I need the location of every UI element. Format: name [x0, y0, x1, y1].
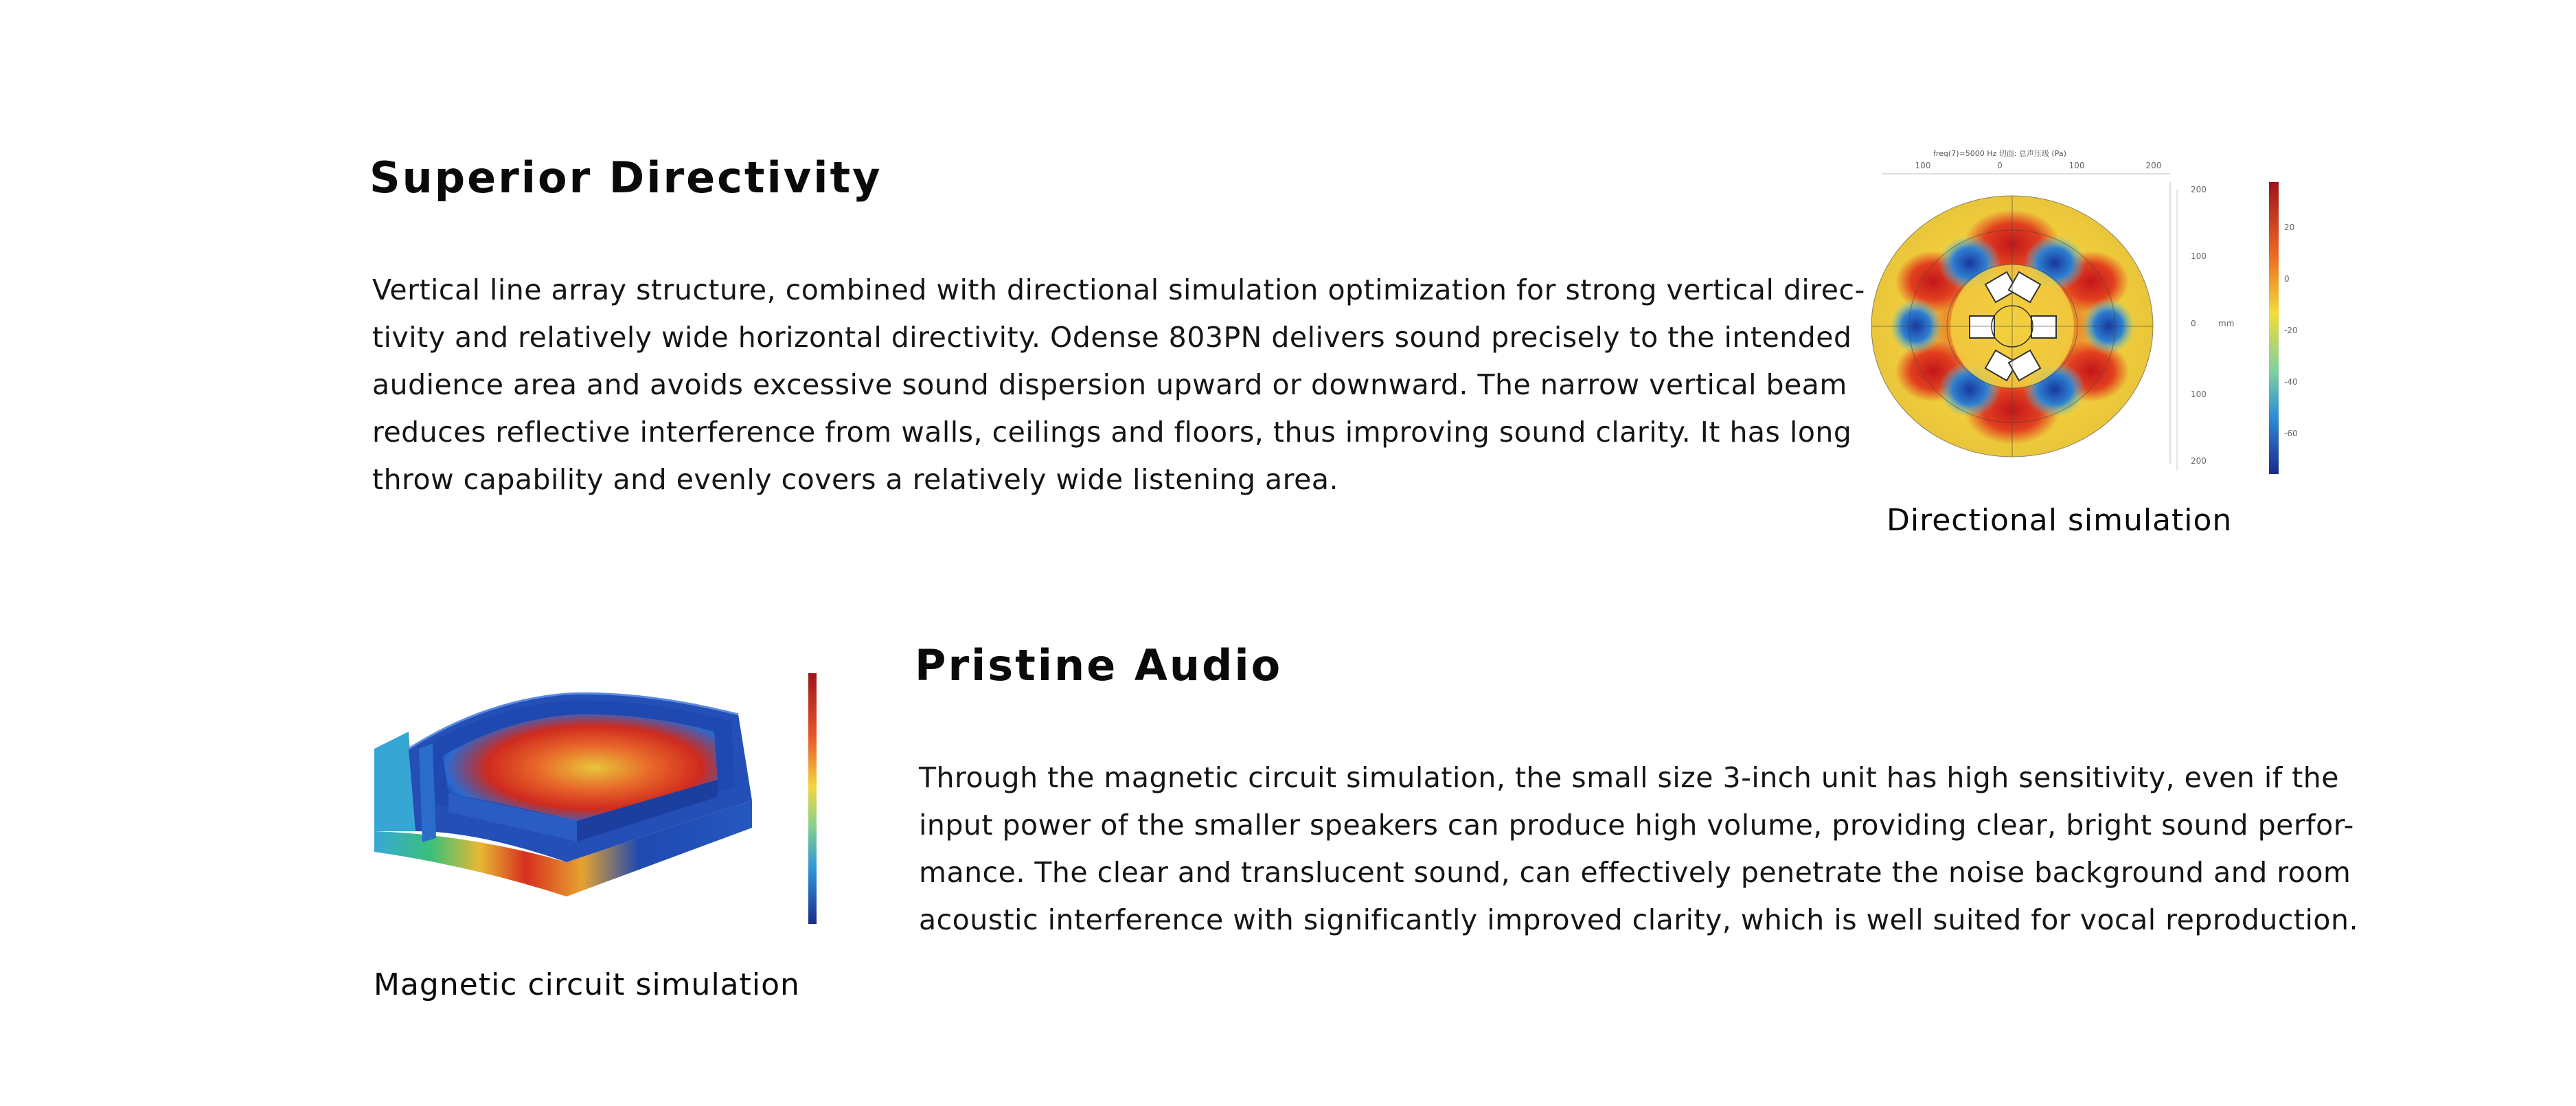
- paragraph-line: Vertical line array structure, combined with directional simulation optimization for strong vertical direc-: [372, 273, 1865, 306]
- paragraph-line: mance. The clear and translucent sound, can effectively penetrate the noise background and room: [919, 856, 2351, 889]
- top-tick-label: 100: [1915, 161, 1931, 170]
- paragraph-line: reduces reflective interference from walls, ceilings and floors, thus improving sound clarity. It has long: [372, 416, 1852, 449]
- right-axis-unit: mm: [2218, 319, 2235, 328]
- plot-title: freq(7)=5000 Hz 切面: 总声压级 (Pa): [1933, 149, 2066, 158]
- right-tick-label: 100: [2191, 390, 2207, 399]
- paragraph-line: audience area and avoids excessive sound dispersion upward or downward. The narrow vertical beam: [372, 368, 1847, 401]
- directivity-heatmap: [1871, 196, 2153, 457]
- colorbar-tick-label: -40: [2284, 377, 2298, 387]
- paragraph-line: throw capability and evenly covers a relatively wide listening area.: [372, 463, 1338, 496]
- colorbar-tick-label: -20: [2284, 326, 2298, 335]
- directivity-colorbar: [2269, 182, 2298, 474]
- colorbar-tick-label: 20: [2284, 223, 2295, 232]
- pristine-audio-paragraph: [919, 754, 2358, 944]
- magnetic-circuit-simulation-image: [367, 666, 828, 927]
- superior-directivity-paragraph: [372, 267, 1865, 504]
- directional-simulation-caption: Directional simulation: [1887, 503, 2233, 538]
- right-tick-label: 0: [2191, 319, 2196, 328]
- magnetic-circuit-model: [367, 666, 828, 927]
- section-title-pristine-audio: Pristine Audio: [915, 640, 1283, 690]
- colorbar-tick-label: -60: [2284, 429, 2298, 438]
- magnetic-model-body: [374, 693, 752, 896]
- colorbar-tick-label: 0: [2284, 274, 2290, 284]
- paragraph-line: input power of the smaller speakers can produce high volume, providing clear, bright sound perfor-: [919, 809, 2354, 842]
- top-tick-label: 0: [1997, 161, 2003, 170]
- paragraph-line: acoustic interference with significantly improved clarity, which is well suited for vocal reproduction.: [919, 903, 2358, 936]
- right-axis: [2170, 182, 2234, 471]
- directional-simulation-image: [1868, 141, 2301, 484]
- right-tick-label: 200: [2191, 185, 2207, 194]
- right-tick-label: 200: [2191, 456, 2207, 466]
- top-tick-label: 200: [2145, 161, 2162, 170]
- top-tick-label: 100: [2068, 161, 2085, 170]
- magnetic-colorbar: [808, 673, 817, 924]
- directional-simulation-plot: [1868, 141, 2301, 484]
- top-axis: [1882, 161, 2170, 174]
- section-title-superior-directivity: Superior Directivity: [369, 153, 882, 203]
- right-tick-label: 100: [2191, 251, 2207, 261]
- paragraph-line: tivity and relatively wide horizontal directivity. Odense 803PN delivers sound precisely to the intended: [372, 321, 1852, 354]
- paragraph-line: Through the magnetic circuit simulation, the small size 3-inch unit has high sensitivity, even if the: [919, 761, 2339, 794]
- magnetic-circuit-simulation-caption: Magnetic circuit simulation: [374, 967, 800, 1002]
